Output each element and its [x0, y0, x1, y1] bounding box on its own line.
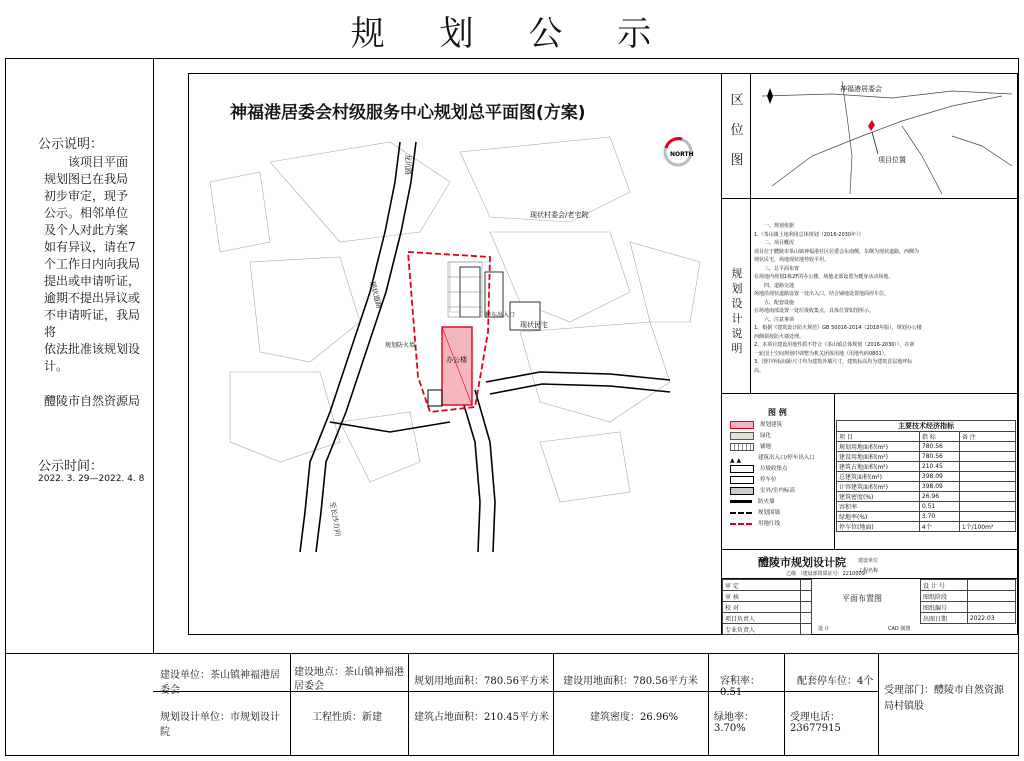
- info-label: 出图日期: [921, 613, 968, 624]
- info-green-rate: 绿地率：3.70%: [714, 712, 754, 734]
- notes-line: 在场地南部设置一处垃圾收集点，具体位置如图所示。: [754, 308, 875, 314]
- notes-label-char: 明: [731, 342, 743, 355]
- legend-item: [730, 431, 834, 442]
- bottom-col-divider: [708, 653, 709, 756]
- context-parcels: [210, 137, 700, 502]
- info-footprint: 建筑占地面积：210.45平方米: [414, 712, 549, 723]
- legend-label: 防火墙: [758, 499, 775, 505]
- table-cell: [959, 502, 1015, 512]
- notes-line: 现状民宅，场地现状地势较平坦。: [754, 257, 830, 263]
- notes-line: 1.《茶山镇土地利用总体规划（2016-2030年）》: [754, 231, 864, 238]
- table-row: [837, 442, 1016, 452]
- signature-label: 专业负责人: [723, 624, 801, 635]
- sidebar-label-divider: [750, 73, 751, 393]
- signature-label: 审 定: [723, 580, 801, 591]
- legend-item: [730, 453, 834, 464]
- legend-swatch: [730, 421, 754, 429]
- table-row: [837, 452, 1016, 462]
- table-cell: 26.96: [919, 492, 959, 502]
- info-label: 图纸阶段: [921, 591, 968, 602]
- bottom-col-divider: [784, 653, 785, 756]
- table-cell: [959, 442, 1015, 452]
- table-row: [837, 462, 1016, 472]
- label-office: 办公楼: [446, 356, 467, 364]
- notice-panel: [38, 133, 150, 410]
- signature-label: 审 核: [723, 591, 801, 602]
- notice-line: 及个人对此方案: [44, 223, 129, 237]
- compass-icon: [767, 88, 773, 104]
- table-cell: 建设用地面积(m²): [837, 452, 920, 462]
- drawing-title: 神福港居委会村级服务中心规划总平面图(方案): [230, 103, 586, 123]
- location-top-label: 神福港居委会: [840, 85, 882, 93]
- legend-label: 建筑出入口/停车出入口: [758, 455, 815, 461]
- table-header: 指 标: [919, 432, 959, 442]
- table-row: [837, 472, 1016, 482]
- notes-label-char: 规: [731, 267, 743, 280]
- table-cell: 398.09: [919, 482, 959, 492]
- table-cell: 规划用地面积(m²): [837, 442, 920, 452]
- label-road-west: 龙坑路: [404, 154, 412, 175]
- notice-line: 该项目平面: [68, 155, 129, 169]
- notice-line: 规划图已在我局: [44, 172, 129, 186]
- info-plan-area: 规划用地面积：780.56平方米: [414, 676, 549, 687]
- notice-heading: 公示说明：: [38, 137, 104, 152]
- legend-list: [730, 420, 834, 530]
- institute-name: 醴陵市规划设计院: [758, 556, 846, 569]
- info-density: 建筑密度：26.96%: [590, 712, 679, 723]
- notes-line: 在场地内规划1栋2F的办公楼，场地北部设置为健身活动场地。: [754, 274, 894, 280]
- legend-label: 规划围墙: [758, 510, 781, 516]
- info-label: 图纸编号: [921, 602, 968, 613]
- info-value: 2022.03: [967, 613, 1015, 624]
- sign-label: 设 计: [818, 626, 830, 632]
- label-road: 现状道路: [368, 280, 384, 310]
- table-row: [837, 522, 1016, 532]
- legend-item: [730, 442, 834, 453]
- table-cell: 0.51: [919, 502, 959, 512]
- legend-swatch: [730, 487, 754, 495]
- table-cell: [959, 472, 1015, 482]
- legend-swatch: [730, 465, 754, 473]
- notice-line: 初步审定，现予: [44, 189, 129, 203]
- table-cell: 4个: [919, 522, 959, 532]
- tech-table-title: 主要技术经济指标: [836, 420, 1016, 431]
- table-cell: 1个/100m²: [959, 522, 1015, 532]
- legend-label: 绿化: [760, 433, 772, 439]
- label-existing-village: 现状村委会/老宅院: [530, 211, 589, 219]
- signature-label: 校 对: [723, 602, 801, 613]
- table-cell: 停车位(地面): [837, 522, 920, 532]
- table-cell: 计容建筑面积(m²): [837, 482, 920, 492]
- legend-item: [730, 420, 834, 431]
- table-cell: [959, 482, 1015, 492]
- north-label: NORTH: [670, 151, 694, 158]
- tech-table: [836, 431, 1016, 532]
- table-row: [837, 512, 1016, 522]
- site-plan: [190, 122, 720, 552]
- table-cell: [959, 462, 1015, 472]
- table-cell: 绿地率(%): [837, 512, 920, 522]
- notes-line: 项目位于醴陵市茶山镇神福港社区居委会东南侧，东侧为现状道路，西侧为: [754, 248, 920, 255]
- label-entry: 停车出入口: [485, 312, 516, 319]
- legend-label: 铺地: [760, 444, 772, 450]
- legend-swatch: [730, 500, 752, 503]
- legend-bottom: [721, 549, 1018, 550]
- signature-label: 项目负责人: [723, 613, 801, 624]
- table-cell: 建筑占地面积(m²): [837, 462, 920, 472]
- label-fire-line: 规划防火墙: [385, 342, 416, 349]
- drawing-info-table: [920, 579, 1016, 624]
- notes-line: 1、根据《建筑设计防火规范》GB 50016-2014（2018年版），规划办公楼: [754, 325, 922, 331]
- info-build-unit: 建设单位：茶山镇神福港居委会: [160, 670, 280, 696]
- legend-swatch: [730, 523, 752, 525]
- location-project-label: 项目位置: [878, 156, 906, 164]
- notice-divider: [153, 58, 154, 653]
- table-cell: 3.70: [919, 512, 959, 522]
- notice-line: 个工作日内向我局: [44, 257, 141, 271]
- notice-line: 提出或申请听证，: [44, 274, 141, 288]
- table-header: 备 注: [959, 432, 1015, 442]
- design-notes-text: [754, 222, 1016, 375]
- notice-bureau: 醴陵市自然资源局: [44, 394, 141, 408]
- legend-label: 规划建筑: [760, 422, 783, 428]
- notice-line: 依法批准该规划设: [44, 342, 141, 356]
- table-header: 项 目: [837, 432, 920, 442]
- notes-line: 高。: [754, 367, 765, 374]
- label-south: 至长沙方向: [328, 500, 342, 537]
- drawing-sidebar-divider: [721, 73, 722, 635]
- design-notes-label: [727, 266, 747, 356]
- location-map: [752, 76, 1016, 196]
- notes-line: 三、总平面布置: [764, 265, 800, 272]
- bottom-col-divider: [878, 653, 879, 756]
- legend-item: [730, 464, 834, 475]
- notes-label-char: 设: [731, 297, 743, 310]
- legend-swatch: [730, 432, 754, 440]
- legend-swatch: [730, 512, 752, 514]
- table-cell: 780.56: [919, 442, 959, 452]
- cad-label: CAD 制图: [888, 626, 911, 632]
- title-block-label: 建设单位: [858, 558, 879, 564]
- info-construct-area: 建设用地面积：780.56平方米: [563, 676, 698, 687]
- notice-line: 公示。相邻单位: [44, 206, 129, 220]
- title-block-labels: [858, 556, 878, 576]
- table-cell: [959, 512, 1015, 522]
- entry-arrow-icon: ▲ ▲: [730, 456, 742, 464]
- notice-text: [38, 154, 150, 375]
- legend-label: 垃圾收集点: [760, 466, 788, 472]
- legend-swatch: [730, 476, 754, 484]
- title-block-label: 工程名称: [858, 568, 879, 574]
- north-arrow: [665, 139, 694, 165]
- legend-title: 图 例: [768, 408, 787, 417]
- info-build-site: 建设地点：茶山镇神福港居委会: [294, 667, 404, 692]
- label-existing-house: 现状民宅: [520, 321, 548, 329]
- location-label-char: 位: [730, 123, 744, 138]
- table-row: [837, 482, 1016, 492]
- notes-line: 场地沿现状道路设置一处出入口，结合铺地设置地面停车位。: [754, 291, 890, 297]
- notes-line: 二、项目概况: [764, 240, 795, 246]
- notes-line: 2、本项目建设用地性质不符合《茶山镇总体规划（2016-2030）》，在新: [754, 342, 915, 348]
- info-accept-dept: 受理部门：醴陵市自然资源局村镇股: [884, 685, 1004, 712]
- info-design-unit: 规划设计单位：市规划设计院: [160, 712, 280, 738]
- project-marker: [868, 120, 875, 131]
- legend-label: 室外/室内标高: [760, 488, 795, 494]
- signature-table: [722, 579, 812, 635]
- legend-item: [730, 486, 834, 497]
- legend-label: 用地红线: [758, 521, 781, 527]
- notice-line: 不申请听证，我局将: [44, 308, 141, 339]
- notice-line: 计。: [44, 359, 69, 373]
- info-far: 容积率：0.51: [720, 676, 760, 698]
- tech-table-wrap: [836, 420, 1016, 532]
- legend-item: [730, 519, 834, 530]
- table-row: [837, 502, 1016, 512]
- table-cell: 398.09: [919, 472, 959, 482]
- bottom-table-top: [5, 653, 1019, 654]
- notes-line: 六、注意事项: [764, 316, 795, 323]
- qualification-grade: 乙级: [786, 571, 797, 577]
- table-cell: [959, 492, 1015, 502]
- notes-line: 西侧须按防火墙处理。: [754, 333, 805, 340]
- info-phone: 受理电话：23677915: [790, 712, 841, 734]
- notice-time-value: 2022. 3. 29—2022. 4. 8: [38, 474, 145, 484]
- notes-line: 四、道路交通: [764, 282, 795, 289]
- notes-label-char: 说: [731, 327, 743, 340]
- notes-divider: [721, 393, 1018, 394]
- table-cell: [959, 452, 1015, 462]
- table-cell: 210.45: [919, 462, 959, 472]
- location-label-char: 图: [730, 153, 744, 168]
- notes-label-char: 计: [731, 312, 743, 325]
- legend-item: [730, 475, 834, 486]
- info-nature: 工程性质：新建: [312, 712, 382, 723]
- bottom-col-divider: [290, 653, 291, 756]
- info-label: 设 计 号: [921, 580, 968, 591]
- legend-label: 停车位: [760, 477, 777, 483]
- legend-swatch: [730, 443, 754, 451]
- table-cell: 建筑密度(%): [837, 492, 920, 502]
- drawing-name: 平面布置图: [842, 594, 882, 603]
- qualification-cert: （建设部资质证号：2210009）: [797, 571, 870, 577]
- location-label-char: 区: [730, 93, 744, 108]
- garbage-point: [428, 390, 442, 406]
- notice-line: 逾期不提出异议或: [44, 291, 141, 305]
- bottom-col-divider: [408, 653, 409, 756]
- table-header-row: [837, 432, 1016, 442]
- table-cell: 780.56: [919, 452, 959, 462]
- table-cell: 总建筑面积(m²): [837, 472, 920, 482]
- notes-line: 3、图中所标间距尺寸均为建筑外墙尺寸，建筑标高均为建筑首层地坪标: [754, 359, 913, 365]
- legend-divider: [834, 393, 835, 549]
- notes-line: 五、配套设施: [764, 299, 795, 306]
- notice-line: 如有异议，请在7: [44, 240, 136, 254]
- table-row: [837, 492, 1016, 502]
- location-divider: [721, 198, 1018, 199]
- legend-item: [730, 497, 834, 508]
- notice-time-label: 公示时间：: [38, 459, 104, 474]
- bottom-col-divider: [553, 653, 554, 756]
- location-label: [727, 86, 747, 176]
- info-parking: 配套停车位：4个: [797, 676, 874, 687]
- notes-label-char: 划: [731, 282, 743, 295]
- legend-item: [730, 508, 834, 519]
- page-title: 规 划 公 示: [350, 14, 674, 54]
- table-cell: 容积率: [837, 502, 920, 512]
- notes-line: 一、规划依据: [764, 223, 795, 229]
- notes-line: 一轮国土空间规划中调整为机关团体用地（用地代码0801）。: [754, 350, 890, 357]
